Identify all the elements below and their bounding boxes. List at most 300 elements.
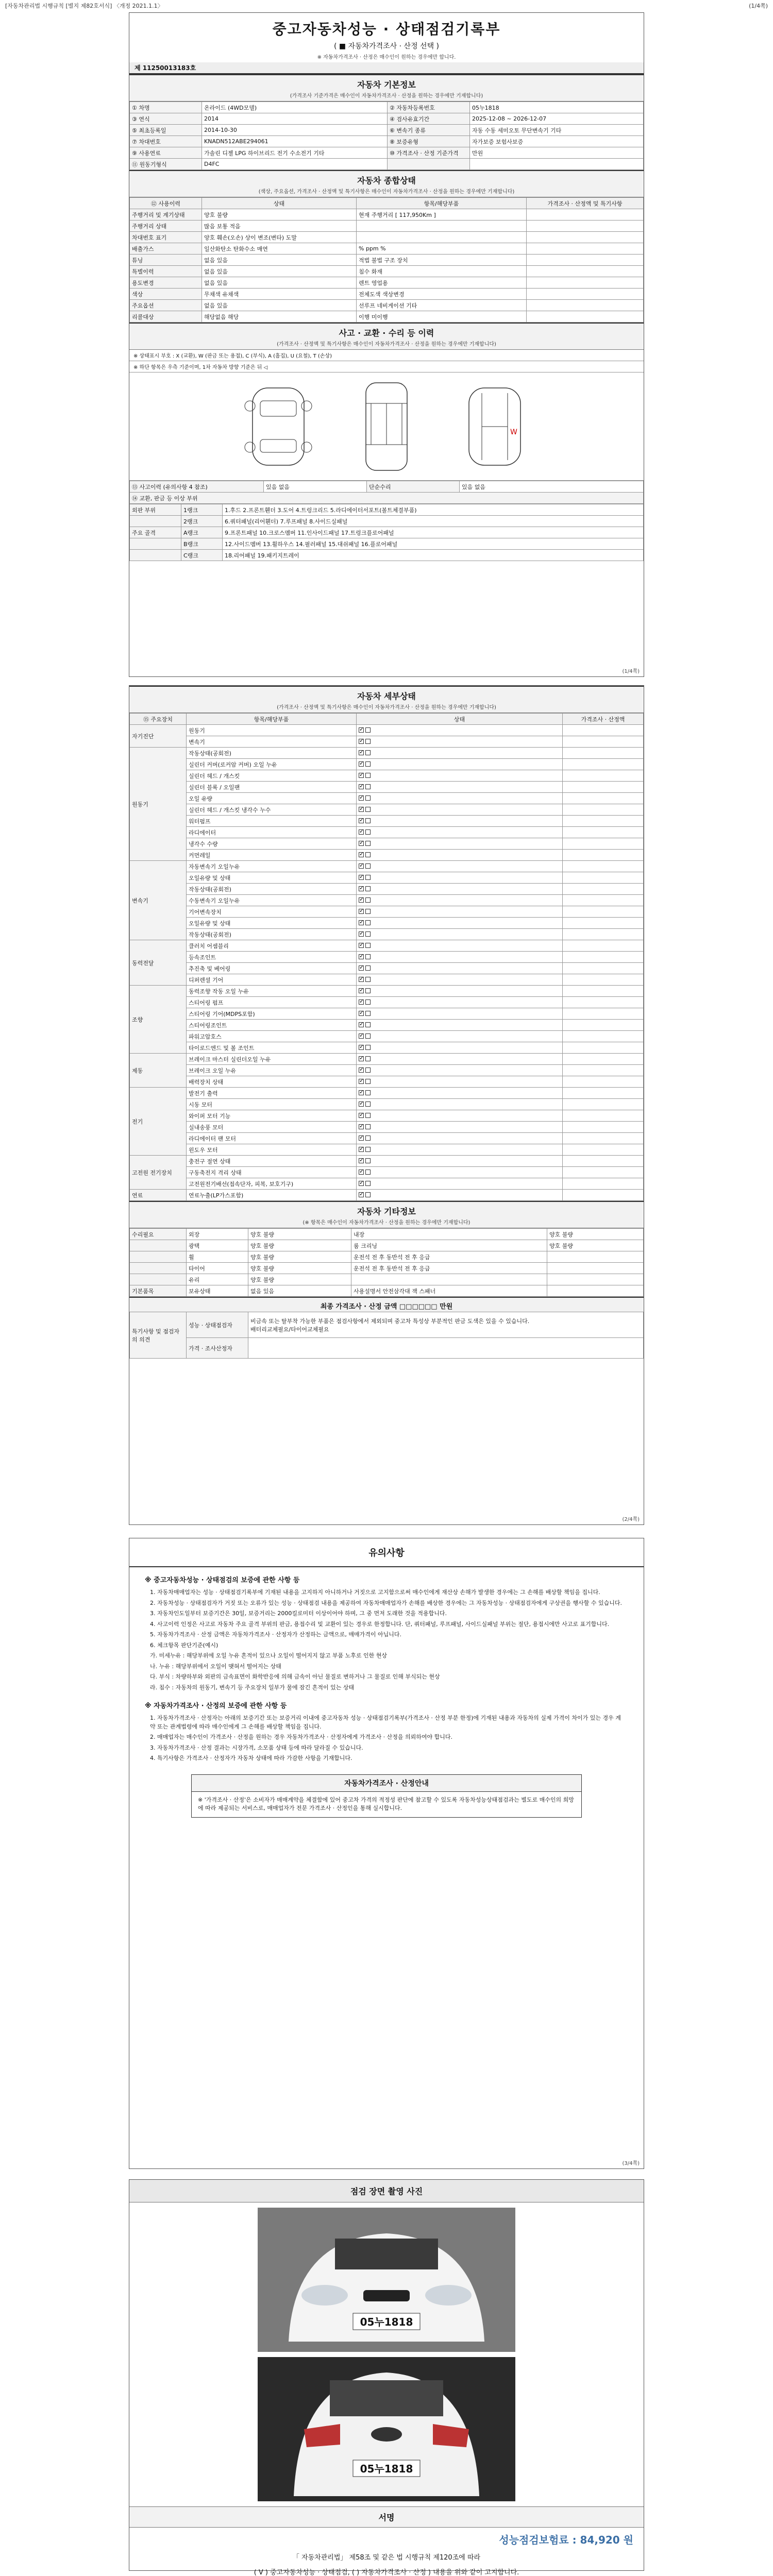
- overall-detail: 이행 미이행: [357, 311, 527, 323]
- other-info-cell: [547, 1251, 644, 1263]
- overall-detail: 렌트 영업용: [357, 277, 527, 289]
- detail-state: [357, 1156, 563, 1167]
- detail-item: 발전기 출력: [187, 1088, 357, 1099]
- basic-info-row: [130, 113, 644, 125]
- detail-price: [563, 816, 644, 827]
- detail-item: 워터펌프: [187, 816, 357, 827]
- other-info-table: [129, 1228, 644, 1297]
- detail-row: [130, 1144, 644, 1156]
- page-2-ref: (2/4쪽): [622, 1517, 640, 1522]
- repair-rank-row: [130, 527, 644, 538]
- checkbox-icon: [365, 852, 371, 857]
- detail-group-name: 자기진단: [130, 725, 187, 748]
- basic-info-value: 온라이드 (4WD모델): [202, 102, 388, 113]
- detail-item: 작동상태(공회전): [187, 748, 357, 759]
- detail-item: 구동축전지 격리 상태: [187, 1167, 357, 1178]
- detail-group-name: 원동기: [130, 748, 187, 861]
- other-info-row: [130, 1240, 644, 1251]
- repair-area: [130, 538, 181, 550]
- detail-row: [130, 1008, 644, 1020]
- checkbox-icon: [365, 1113, 371, 1118]
- detail-title: 자동차 세부상태: [129, 686, 644, 703]
- detail-item: 고전원전기배선(접속단자, 피복, 보호기구): [187, 1178, 357, 1190]
- detail-row: [130, 1110, 644, 1122]
- repair-rank: B랭크: [181, 538, 223, 550]
- basic-info-value: 만원: [470, 147, 644, 159]
- detail-row: [130, 759, 644, 770]
- other-info-cell: [130, 1274, 187, 1285]
- detail-item: 오일유량 및 상태: [187, 918, 357, 929]
- checkbox-icon: [365, 841, 371, 846]
- rear-car-image: [258, 2357, 515, 2501]
- detail-row: [130, 929, 644, 940]
- detail-state: [357, 748, 563, 759]
- overall-detail: [357, 221, 527, 232]
- checkbox-icon: [365, 1158, 371, 1163]
- repair-parts-header: ⑭ 교환, 판금 등 이상 부위: [130, 493, 644, 504]
- detail-state: [357, 816, 563, 827]
- detail-item: 작동상태(공회전): [187, 929, 357, 940]
- overall-detail: 선루프 네비게이션 기타: [357, 300, 527, 311]
- detail-price: [563, 1178, 644, 1190]
- detail-item: 클러치 어셈블리: [187, 940, 357, 952]
- basic-info-value: 자가보증 보험사보증: [470, 136, 644, 147]
- checkbox-icon: [359, 750, 364, 755]
- legal-line-2: ( V ) 중고자동차성능 · 상태점검, ( ) 자동차가격조사 · 산정 ) 내용을 위와 같이 고지합니다.: [254, 2568, 519, 2576]
- detail-item: 스티어링조인트: [187, 1020, 357, 1031]
- car-front-view: [234, 378, 322, 476]
- page-1: [129, 12, 644, 677]
- detail-row: [130, 861, 644, 872]
- overall-column-header: 가격조사 · 산정액 및 특기사항: [527, 198, 644, 209]
- detail-item: 실내송풍 모터: [187, 1122, 357, 1133]
- detail-state: [357, 1190, 563, 1201]
- overall-status-row: [130, 300, 644, 311]
- checkbox-icon: [359, 875, 364, 880]
- checkbox-icon: [359, 807, 364, 812]
- notice-paragraph: 1. 자동차가격조사 · 산정자는 아래의 보증기간 또는 보증거리 이내에 중고자동차 성능 · 상태점검기록부(가격조사 · 산정 부분 한정)에 기재된 내용과 자동차의 실제 가격이 차이가 있는 경우 계약 또는 관계법령에 따라 매수인에게 그 손해를 배상할 책임을 집니다.: [150, 1715, 621, 1730]
- other-info-cell: 양호 불량: [248, 1274, 351, 1285]
- detail-price: [563, 1020, 644, 1031]
- detail-state: [357, 1110, 563, 1122]
- basic-info-label: ④ 검사유효기간: [388, 113, 470, 125]
- detail-price: [563, 1167, 644, 1178]
- repair-parts: 9.프론트패널 10.크로스멤버 11.인사이드패널 17.트렁크플로어패널: [223, 527, 644, 538]
- basic-info-row: [130, 125, 644, 136]
- detail-row: [130, 748, 644, 759]
- notice-paragraph: 가. 미세누유 : 해당부위에 오일 누유 흔적이 있으나 오일이 떨어지지 않고 부품 노후로 인한 현상: [150, 1652, 387, 1659]
- detail-price: [563, 1190, 644, 1201]
- detail-price: [563, 940, 644, 952]
- page-4: [129, 2179, 644, 2576]
- detail-state: [357, 770, 563, 782]
- accident-legend-2: ※ 하단 항목은 우측 기준이며, 1차 자동차 방향 기준은 뒤 ◁: [129, 361, 644, 372]
- detail-row: [130, 952, 644, 963]
- checkbox-icon: [365, 750, 371, 755]
- detail-row: [130, 1156, 644, 1167]
- checkbox-icon: [365, 1033, 371, 1039]
- detail-state: [357, 974, 563, 986]
- detail-group-name: 제동: [130, 1054, 187, 1088]
- checkbox-icon: [359, 1170, 364, 1175]
- overall-item: 색상: [130, 289, 202, 300]
- detail-state: [357, 918, 563, 929]
- basic-info-row: [130, 102, 644, 113]
- detail-item: 오일유량 및 상태: [187, 872, 357, 884]
- detail-price: [563, 1110, 644, 1122]
- overall-item: 배출가스: [130, 243, 202, 255]
- detail-price: [563, 838, 644, 850]
- accident-history-table: [129, 481, 644, 504]
- checkbox-icon: [365, 897, 371, 903]
- checkbox-icon: [365, 988, 371, 993]
- other-info-cell: 사용설명서 안전삼각대 잭 스패너: [351, 1285, 547, 1297]
- detail-group-name: 연료: [130, 1190, 187, 1201]
- detail-state: [357, 1167, 563, 1178]
- basic-info-label: ⑪ 원동기형식: [130, 159, 202, 170]
- detail-price: [563, 997, 644, 1008]
- checkbox-icon: [365, 761, 371, 767]
- checkbox-icon: [365, 1170, 371, 1175]
- overall-detail: 현재 주행거리 [ 117,950Km ]: [357, 209, 527, 221]
- checkbox-icon: [365, 784, 371, 789]
- checkbox-icon: [359, 1011, 364, 1016]
- notice-paragraph: 나. 누유 : 해당부위에서 오일이 맺혀서 떨어지는 상태: [150, 1663, 281, 1670]
- checkbox-icon: [359, 1136, 364, 1141]
- document-header: [129, 13, 644, 62]
- detail-price: [563, 1088, 644, 1099]
- detail-row: [130, 1122, 644, 1133]
- remarks-table: [129, 1312, 644, 1359]
- other-info-row: [130, 1251, 644, 1263]
- basic-info-label: ③ 연식: [130, 113, 202, 125]
- detail-state: [357, 895, 563, 906]
- notice-paragraph: 6. 체크항목 판단기준(예시): [150, 1641, 219, 1649]
- repair-parts: 12.사이드멤버 13.휠하우스 14.필러패널 15.대쉬패널 16.플로어패널: [223, 538, 644, 550]
- other-info-cell: 유리: [187, 1274, 248, 1285]
- checkbox-icon: [365, 977, 371, 982]
- checkbox-icon: [365, 1022, 371, 1027]
- basic-info-label: ⑦ 차대번호: [130, 136, 202, 147]
- notice-list-2: [129, 1713, 644, 1764]
- repair-rank-row: [130, 516, 644, 527]
- overall-detail: 전체도색 색상변경: [357, 289, 527, 300]
- checkbox-icon: [365, 773, 371, 778]
- other-info-cell: 양호 불량: [547, 1229, 644, 1240]
- checkbox-icon: [365, 1136, 371, 1141]
- notice-heading-1: ※ 중고자동차성능 · 상태점검의 보증에 관한 사항 등: [145, 1577, 300, 1584]
- basic-info-note: (가격조사 기준가격은 매수인이 자동차가격조사 · 산정을 원하는 경우에만 기재합니다): [129, 91, 644, 101]
- detail-price: [563, 918, 644, 929]
- detail-state: [357, 1008, 563, 1020]
- detail-price: [563, 986, 644, 997]
- detail-row: [130, 940, 644, 952]
- detail-item: 타이로드엔드 및 볼 조인트: [187, 1042, 357, 1054]
- checkbox-icon: [359, 886, 364, 891]
- detail-item: 브레이크 오일 누유: [187, 1065, 357, 1076]
- document-note: ※ 자동차가격조사 · 산정은 매수인이 원하는 경우에만 합니다.: [317, 55, 456, 60]
- checkbox-icon: [365, 863, 371, 869]
- detail-state: [357, 1178, 563, 1190]
- other-info-cell: [547, 1274, 644, 1285]
- checkbox-icon: [359, 999, 364, 1005]
- detail-price: [563, 929, 644, 940]
- detail-state: [357, 1065, 563, 1076]
- detail-price: [563, 1065, 644, 1076]
- detail-row: [130, 918, 644, 929]
- detail-row: [130, 793, 644, 804]
- front-car-image: [258, 2208, 515, 2352]
- overall-column-header: ⑫ 사용이력: [130, 198, 202, 209]
- detail-column-header: 항목/해당부품: [187, 714, 357, 725]
- other-info-title: 자동차 기타정보: [129, 1201, 644, 1218]
- detail-item: 시동 모터: [187, 1099, 357, 1110]
- detail-row: [130, 1099, 644, 1110]
- detail-item: 자동변속기 오일누유: [187, 861, 357, 872]
- other-info-cell: 양호 불량: [248, 1251, 351, 1263]
- detail-group-name: 고전원 전기장치: [130, 1156, 187, 1190]
- overall-detail: 침수 화재: [357, 266, 527, 277]
- overall-state: 해당없음 해당: [202, 311, 357, 323]
- checkbox-icon: [359, 829, 364, 835]
- detail-price: [563, 770, 644, 782]
- remarks-appraiser-label: 가격 · 조사산정자: [187, 1338, 248, 1359]
- basic-info-value: KNADN512ABE294061: [202, 136, 388, 147]
- overall-status-title: 자동차 종합상태: [129, 170, 644, 187]
- detail-row: [130, 816, 644, 827]
- notice-paragraph: 라. 침수 : 자동차의 원동기, 변속기 등 주요장치 일부가 물에 잠긴 흔적이 있는 상태: [150, 1684, 355, 1691]
- overall-status-row: [130, 221, 644, 232]
- checkbox-icon: [365, 920, 371, 925]
- detail-row: [130, 884, 644, 895]
- overall-state: 양호 불량: [202, 209, 357, 221]
- detail-item: 작동상태(공회전): [187, 884, 357, 895]
- repair-rank-row: [130, 504, 644, 516]
- repair-rank: C랭크: [181, 550, 223, 561]
- basic-info-table: [129, 101, 644, 170]
- detail-price: [563, 1031, 644, 1042]
- detail-price: [563, 850, 644, 861]
- rear-photo: [258, 2357, 515, 2501]
- detail-group-name: 조향: [130, 986, 187, 1054]
- basic-info-row: [130, 147, 644, 159]
- overall-price: [527, 255, 644, 266]
- overall-state: 없음 있음: [202, 255, 357, 266]
- basic-info-value: [470, 159, 644, 170]
- document-subtitle: ( ■ 자동차가격조사 · 산정 선택 ): [333, 42, 440, 50]
- checkbox-icon: [359, 909, 364, 914]
- overall-state: 양호 훼손(오손) 상이 변조(변타) 도말: [202, 232, 357, 243]
- detail-price: [563, 1133, 644, 1144]
- detail-row: [130, 1190, 644, 1201]
- checkbox-icon: [359, 1124, 364, 1129]
- repair-parts: 1.후드 2.프론트휀더 3.도어 4.트렁크리드 5.라디에이터서포트(볼트체결부품): [223, 504, 644, 516]
- overall-price: [527, 266, 644, 277]
- notice-title: 유의사항: [129, 1538, 644, 1567]
- other-info-cell: 룸 크리닝: [351, 1240, 547, 1251]
- checkbox-icon: [359, 1067, 364, 1073]
- page-2: [129, 685, 644, 1525]
- detail-price: [563, 827, 644, 838]
- overall-detail: 적법 불법 구조 장치: [357, 255, 527, 266]
- checkbox-icon: [365, 1147, 371, 1152]
- detail-price: [563, 1008, 644, 1020]
- checkbox-icon: [359, 1101, 364, 1107]
- checkbox-icon: [359, 1022, 364, 1027]
- checkbox-icon: [359, 852, 364, 857]
- detail-item: 스티어링 펌프: [187, 997, 357, 1008]
- detail-state: [357, 884, 563, 895]
- overall-status-row: [130, 255, 644, 266]
- detail-price: [563, 804, 644, 816]
- checkbox-icon: [365, 818, 371, 823]
- notice-paragraph: 2. 매매업자는 매수인이 가격조사 · 산정을 원하는 경우 자동차가격조사 · 산정자에게 가격조사 · 산정을 의뢰하여야 합니다.: [150, 1734, 452, 1740]
- detail-price: [563, 725, 644, 736]
- detail-price: [563, 974, 644, 986]
- detail-item: 오일 유량: [187, 793, 357, 804]
- detail-row: [130, 1042, 644, 1054]
- detail-row: [130, 1054, 644, 1065]
- detail-state: [357, 929, 563, 940]
- basic-info-value: 2014: [202, 113, 388, 125]
- repair-area: [130, 550, 181, 561]
- overall-status-row: [130, 311, 644, 323]
- simple-repair-label: 단순수리: [367, 481, 460, 493]
- detail-row: [130, 736, 644, 748]
- photo-section-title: 점검 장면 촬영 사진: [129, 2180, 644, 2202]
- detail-price: [563, 952, 644, 963]
- appraisal-guide-title: 자동차가격조사 · 산정안내: [192, 1775, 581, 1792]
- detail-item: 실린더 블록 / 오일팬: [187, 782, 357, 793]
- checkbox-icon: [365, 1079, 371, 1084]
- overall-item: 주행거리 상태: [130, 221, 202, 232]
- remarks-appraiser-value: [248, 1338, 644, 1359]
- detail-item: 냉각수 수량: [187, 838, 357, 850]
- overall-item: 차대번호 표기: [130, 232, 202, 243]
- detail-row: [130, 804, 644, 816]
- overall-status-row: [130, 232, 644, 243]
- notice-paragraph: 3. 자동차가격조사 · 산정 결과는 시장가격, 소모품 상태 등에 따라 달라질 수 있습니다.: [150, 1744, 363, 1751]
- detail-item: 원동기: [187, 725, 357, 736]
- detail-state: [357, 838, 563, 850]
- rear-plate-text: 05누1818: [360, 2463, 413, 2475]
- detail-state: [357, 759, 563, 770]
- overall-item: 튜닝: [130, 255, 202, 266]
- detail-item: 변속기: [187, 736, 357, 748]
- checkbox-icon: [365, 807, 371, 812]
- checkbox-icon: [359, 1192, 364, 1197]
- detail-state: [357, 1054, 563, 1065]
- other-info-cell: [547, 1263, 644, 1274]
- other-info-row: [130, 1274, 644, 1285]
- front-plate-text: 05누1818: [360, 2316, 413, 2328]
- basic-info-value: 2014-10-30: [202, 125, 388, 136]
- signature-title: 서명: [129, 2506, 644, 2528]
- detail-item: 윈도우 모터: [187, 1144, 357, 1156]
- checkbox-icon: [359, 727, 364, 733]
- overall-price: [527, 277, 644, 289]
- accident-note: (가격조사 · 산정액 및 특기사항은 매수인이 자동차가격조사 · 산정을 원하는 경우에만 기재합니다): [129, 340, 644, 350]
- appraisal-guide-box: [191, 1774, 582, 1818]
- repair-ranks-table: [129, 504, 644, 561]
- overall-status-note: (색상, 주요옵션, 가격조사 · 산정액 및 특기사항은 매수인이 자동차가격조사 · 산정을 원하는 경우에만 기재합니다): [129, 187, 644, 197]
- checkbox-icon: [365, 739, 371, 744]
- overall-detail: [357, 232, 527, 243]
- checkbox-icon: [359, 784, 364, 789]
- notice-heading-2: ※ 자동차가격조사 · 산정의 보증에 관한 사항 등: [145, 1702, 287, 1710]
- simple-repair-value: 있음 없음: [460, 481, 644, 493]
- notice-paragraph: 4. 사고이력 인정은 사고로 자동차 주요 골격 부위의 판금, 용접수리 및 교환이 있는 경우로 한정합니다. 단, 쿼터패널, 루프패널, 사이드실패널 부위는 절단, 용접시에만 사고로 표기합니다.: [150, 1620, 610, 1628]
- detail-item: 실린더 헤드 / 개스킷: [187, 770, 357, 782]
- overall-detail: % ppm %: [357, 243, 527, 255]
- other-info-row: [130, 1263, 644, 1274]
- basic-info-label: ⑥ 변속기 종류: [388, 125, 470, 136]
- detail-state: [357, 997, 563, 1008]
- overall-price: [527, 243, 644, 255]
- overall-column-header: 항목/해당부품: [357, 198, 527, 209]
- other-info-row: [130, 1285, 644, 1297]
- document-title: 중고자동차성능 · 상태점검기록부: [272, 21, 501, 38]
- other-info-cell: [547, 1285, 644, 1297]
- notice-paragraph: 다. 부식 : 차량하부와 외판의 금속표면이 화학반응에 의해 금속이 아닌 물질로 변하거나 그 물질로 인해 부식되는 현상: [150, 1673, 440, 1680]
- detail-item: 충전구 절연 상태: [187, 1156, 357, 1167]
- accident-history-label: ⑬ 사고이력 (유의사항 4 참조): [130, 481, 264, 493]
- document-number: 제 11250013183호: [129, 62, 644, 74]
- detail-price: [563, 1042, 644, 1054]
- notice-paragraph: 1. 자동차매매업자는 성능 · 상태점검기록부에 기재된 내용을 고지하지 아니하거나 거짓으로 고지함으로써 매수인에게 재산상 손해가 발생한 경우에는 그 손해를 배상할 책임을 집니다.: [150, 1589, 600, 1596]
- detail-state: [357, 736, 563, 748]
- overall-price: [527, 221, 644, 232]
- overall-status-row: [130, 266, 644, 277]
- repair-area: 외판 부위: [130, 504, 181, 516]
- detail-item: 와이퍼 모터 기능: [187, 1110, 357, 1122]
- detail-price: [563, 861, 644, 872]
- detail-item: 배력장치 상태: [187, 1076, 357, 1088]
- checkbox-icon: [365, 999, 371, 1005]
- detail-item: 라디에이터 팬 모터: [187, 1133, 357, 1144]
- detail-row: [130, 895, 644, 906]
- basic-info-label: ⑩ 가격조사 · 산정 기준가격: [388, 147, 470, 159]
- form-header-left: [자동차관리법 시행규칙 [별지 제82호서식] 〈개정 2021.1.1〉: [5, 3, 163, 9]
- car-diagram: [129, 372, 644, 481]
- other-info-cell: 운전석 전 후 동반석 전 후 응급: [351, 1263, 547, 1274]
- overall-item: 리콜대상: [130, 311, 202, 323]
- checkbox-icon: [365, 909, 371, 914]
- front-photo: [258, 2208, 515, 2352]
- detail-item: 라디에이터: [187, 827, 357, 838]
- detail-state: [357, 906, 563, 918]
- other-info-cell: 수리필요: [130, 1229, 187, 1240]
- basic-info-value: 자동 수동 세미오토 무단변속기 기타: [470, 125, 644, 136]
- detail-item: 브레이크 마스터 실린더오일 누유: [187, 1054, 357, 1065]
- detail-item: 기어변속장치: [187, 906, 357, 918]
- detail-price: [563, 1099, 644, 1110]
- overall-state: 무채색 유채색: [202, 289, 357, 300]
- detail-row: [130, 850, 644, 861]
- detail-state: [357, 1020, 563, 1031]
- other-info-cell: 양호 불량: [547, 1240, 644, 1251]
- accident-title: 사고 · 교환 · 수리 등 이력: [129, 323, 644, 340]
- detail-state: [357, 872, 563, 884]
- detail-state: [357, 1133, 563, 1144]
- detail-column-header: ⑮ 주요장치: [130, 714, 187, 725]
- other-info-cell: 양호 불량: [248, 1263, 351, 1274]
- overall-state: 없음 있음: [202, 300, 357, 311]
- other-info-cell: 내장: [351, 1229, 547, 1240]
- checkbox-icon: [365, 954, 371, 959]
- checkbox-icon: [365, 829, 371, 835]
- notice-list-1: [129, 1587, 644, 1693]
